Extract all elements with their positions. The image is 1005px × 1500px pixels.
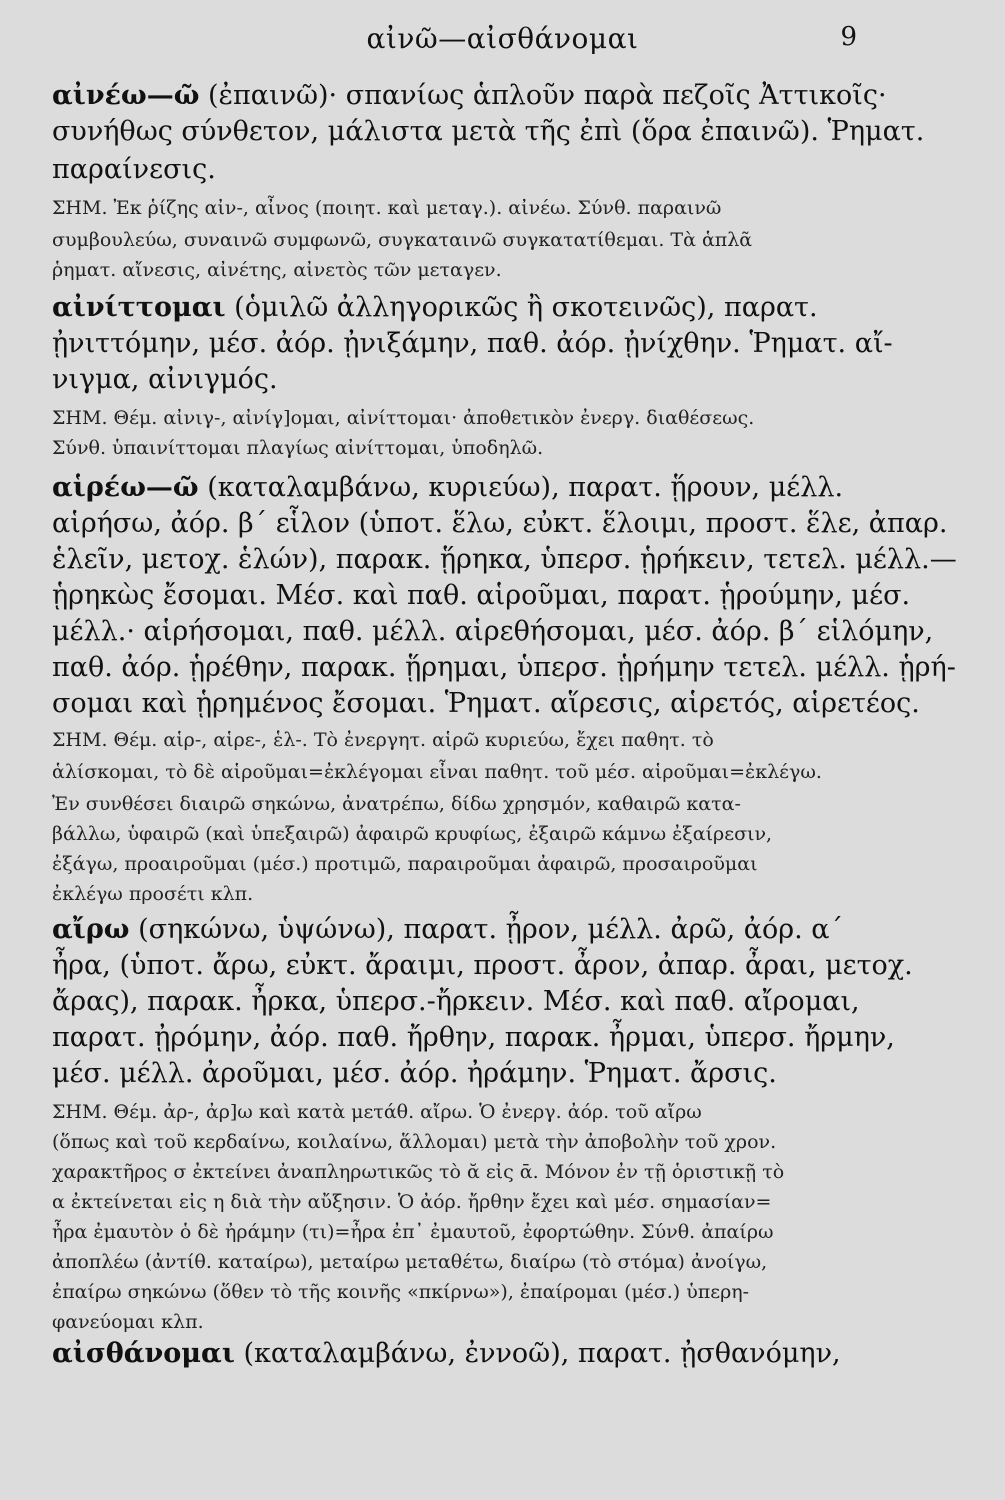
line-text: ἐπαίρω σηκώνω (ὅθεν τὸ τῆς κοινῆς «πκίρνω»), ἐπαίρομαι (μέσ.) ὑπερη- bbox=[52, 1281, 750, 1303]
line-text: μέλλ.· αἱρήσομαι, παθ. μέλλ. αἱρεθήσομαι, μέσ. ἀόρ. β΄ εἱλόμην, bbox=[52, 616, 934, 647]
page-header bbox=[0, 22, 1005, 62]
note-line bbox=[52, 436, 852, 462]
note-line bbox=[52, 760, 852, 786]
line-text: συμβουλεύω, συναινῶ συμφωνῶ, συγκαταινῶ συγκατατίθεμαι. Τὰ ἁπλᾶ bbox=[52, 229, 753, 251]
note-line bbox=[52, 728, 852, 754]
line-text: ΣΗΜ. Θέμ. ἀρ-, ἀρ]ω καὶ κατὰ μετάθ. αἴρω. Ὁ ἐνεργ. ἀόρ. τοῦ αἴρω bbox=[52, 1101, 702, 1123]
line-text: σομαι καὶ ᾑρημένος ἔσομαι. Ῥηματ. αἵρεσις, αἱρετός, αἱρετέος. bbox=[52, 688, 920, 719]
line-text: ΣΗΜ. Θέμ. αἰνιγ-, αἰνίγ]ομαι, αἰνίττομαι· ἀποθετικὸν ἐνεργ. διαθέσεως. bbox=[52, 407, 755, 429]
note-line bbox=[52, 1310, 852, 1336]
text-line bbox=[52, 950, 913, 984]
line-text: (ἐπαινῶ)· σπανίως ἁπλοῦν παρὰ πεζοῖς Ἀττικοῖς· bbox=[199, 80, 887, 111]
note-line bbox=[52, 406, 852, 432]
text-line bbox=[52, 364, 852, 398]
entry-headword: αἱρέω—ῶ bbox=[52, 472, 199, 503]
line-text: ἦρα, (ὑποτ. ἄρω, εὐκτ. ἄραιμι, προστ. ἆρον, ἀπαρ. ἆραι, μετοχ. bbox=[52, 950, 913, 981]
entry-line bbox=[52, 914, 852, 948]
line-text: (σηκώνω, ὑψώνω), παρατ. ᾖρον, μέλλ. ἀρῶ, ἀόρ. α΄ bbox=[129, 914, 843, 945]
line-text: Ἐν συνθέσει διαιρῶ σηκώνω, ἀνατρέπω, δίδω χρησμόν, καθαιρῶ κατα- bbox=[52, 793, 741, 815]
line-text: αἱρήσω, ἀόρ. β΄ εἷλον (ὑποτ. ἕλω, εὐκτ. ἕλοιμι, προστ. ἕλε, ἀπαρ. bbox=[52, 508, 948, 539]
line-text: ᾐνιττόμην, μέσ. ἀόρ. ᾐνιξάμην, παθ. ἀόρ. ᾐνίχθην. Ῥηματ. αἴ- bbox=[52, 328, 893, 359]
entry-headword: αἰνίττομαι bbox=[52, 292, 226, 323]
line-text: Σύνθ. ὑπαινίττομαι πλαγίως αἰνίττομαι, ὑποδηλῶ. bbox=[52, 437, 544, 459]
note-line bbox=[52, 1190, 852, 1216]
line-text: νιγμα, αἰνιγμός. bbox=[52, 364, 278, 395]
text-line bbox=[52, 116, 925, 150]
line-text: ἦρα ἐμαυτὸν ὁ δὲ ἠράμην (τι)=ἦρα ἐπ᾿ ἐμαυτοῦ, ἐφορτώθην. Σύνθ. ἀπαίρω bbox=[52, 1221, 774, 1243]
line-text: ἁλίσκομαι, τὸ δὲ αἱροῦμαι=ἐκλέγομαι εἶναι παθητ. τοῦ μέσ. αἱροῦμαι=ἐκλέγω. bbox=[52, 761, 822, 783]
line-text: ῥηματ. αἴνεσις, αἰνέτης, αἰνετὸς τῶν μεταγεν. bbox=[52, 259, 502, 281]
note-line bbox=[52, 1100, 852, 1126]
note-line bbox=[52, 1250, 852, 1276]
line-text: ᾑρηκὼς ἔσομαι. Μέσ. καὶ παθ. αἱροῦμαι, παρατ. ᾑρούμην, μέσ. bbox=[52, 580, 911, 611]
note-line bbox=[52, 882, 852, 908]
line-text: (καταλαμβάνω, ἐννοῶ), παρατ. ᾐσθανόμην, bbox=[234, 1338, 841, 1369]
line-text: ἐκλέγω προσέτι κλπ. bbox=[52, 883, 254, 905]
note-line bbox=[52, 792, 852, 818]
line-text: παραίνεσις. bbox=[52, 154, 216, 185]
text-line bbox=[52, 580, 911, 614]
line-text: ἐξάγω, προαιροῦμαι (μέσ.) προτιμῶ, παραιροῦμαι ἀφαιρῶ, προσαιροῦμαι bbox=[52, 853, 758, 875]
line-text: α ἐκτείνεται εἰς η διὰ τὴν αὔξησιν. Ὁ ἀόρ. ἤρθην ἔχει καὶ μέσ. σημασίαν= bbox=[52, 1191, 772, 1213]
note-line bbox=[52, 1280, 852, 1306]
line-text: μέσ. μέλλ. ἀροῦμαι, μέσ. ἀόρ. ἠράμην. Ῥηματ. ἄρσις. bbox=[52, 1058, 777, 1089]
line-text: (ὅπως καὶ τοῦ κερδαίνω, κοιλαίνω, ἅλλομαι) μετὰ τὴν ἀποβολὴν τοῦ χρον. bbox=[52, 1131, 777, 1153]
note-line bbox=[52, 1130, 852, 1156]
entry-line bbox=[52, 1338, 852, 1372]
text-line bbox=[52, 652, 956, 686]
line-text: ἄρας), παρακ. ἦρκα, ὑπερσ.-ἤρκειν. Μέσ. καὶ παθ. αἴρομαι, bbox=[52, 986, 860, 1017]
entry-line bbox=[52, 80, 887, 114]
line-text: φανεύομαι κλπ. bbox=[52, 1311, 204, 1333]
text-line bbox=[52, 688, 920, 722]
line-text: ἑλεῖν, μετοχ. ἑλών), παρακ. ᾕρηκα, ὑπερσ. ᾑρήκειν, τετελ. μέλλ.— bbox=[52, 544, 957, 575]
note-line bbox=[52, 1160, 852, 1186]
line-text: (καταλαμβάνω, κυριεύω), παρατ. ᾕρουν, μέλλ. bbox=[198, 472, 844, 503]
line-text: παθ. ἀόρ. ᾑρέθην, παρακ. ᾕρημαι, ὑπερσ. ᾑρήμην τετελ. μέλλ. ᾑρή- bbox=[52, 652, 956, 683]
entry-line bbox=[52, 292, 852, 326]
text-line bbox=[52, 1058, 852, 1092]
entry-headword: αἰνέω—ῶ bbox=[52, 80, 200, 111]
entry-headword: αἰσθάνομαι bbox=[52, 1338, 235, 1369]
line-text: βάλλω, ὑφαιρῶ (καὶ ὑπεξαιρῶ) ἀφαιρῶ κρυφίως, ἐξαιρῶ κάμνω ἐξαίρεσιν, bbox=[52, 823, 773, 845]
line-text: ΣΗΜ. Ἐκ ῥίζης αἰν-, αἶνος (ποιητ. καὶ μεταγ.). αἰνέω. Σύνθ. παραινῶ bbox=[52, 197, 722, 219]
text-line bbox=[52, 154, 852, 188]
text-line bbox=[52, 544, 957, 578]
note-line bbox=[52, 258, 852, 284]
page-number: 9 bbox=[840, 22, 857, 52]
note-line bbox=[52, 228, 852, 254]
line-text: χαρακτῆρος σ ἐκτείνει ἀναπληρωτικῶς τὸ ᾰ εἰς ᾱ. Μόνον ἐν τῇ ὁριστικῇ τὸ bbox=[52, 1161, 785, 1183]
note-line bbox=[52, 852, 852, 878]
text-line bbox=[52, 508, 948, 542]
line-text: ἀποπλέω (ἀντίθ. καταίρω), μεταίρω μεταθέτω, διαίρω (τὸ στόμα) ἀνοίγω, bbox=[52, 1251, 768, 1273]
note-line bbox=[52, 1220, 852, 1246]
line-text: (ὁμιλῶ ἀλληγορικῶς ἢ σκοτεινῶς), παρατ. bbox=[225, 292, 818, 323]
text-line bbox=[52, 328, 893, 362]
running-head: αἰνῶ—αἰσθάνομαι bbox=[366, 22, 639, 55]
text-line bbox=[52, 986, 860, 1020]
entry-headword: αἴρω bbox=[52, 914, 130, 945]
note-line bbox=[52, 822, 852, 848]
entry-line bbox=[52, 472, 852, 506]
note-line bbox=[52, 196, 852, 222]
line-text: ΣΗΜ. Θέμ. αἱρ-, αἱρε-, ἑλ-. Τὸ ἐνεργητ. αἱρῶ κυριεύω, ἔχει παθητ. τὸ bbox=[52, 729, 714, 751]
text-line bbox=[52, 1022, 895, 1056]
line-text: συνήθως σύνθετον, μάλιστα μετὰ τῆς ἐπὶ (ὅρα ἐπαινῶ). Ῥηματ. bbox=[52, 116, 925, 147]
text-line bbox=[52, 616, 934, 650]
line-text: παρατ. ᾐρόμην, ἀόρ. παθ. ἤρθην, παρακ. ἦρμαι, ὑπερσ. ἤρμην, bbox=[52, 1022, 895, 1053]
